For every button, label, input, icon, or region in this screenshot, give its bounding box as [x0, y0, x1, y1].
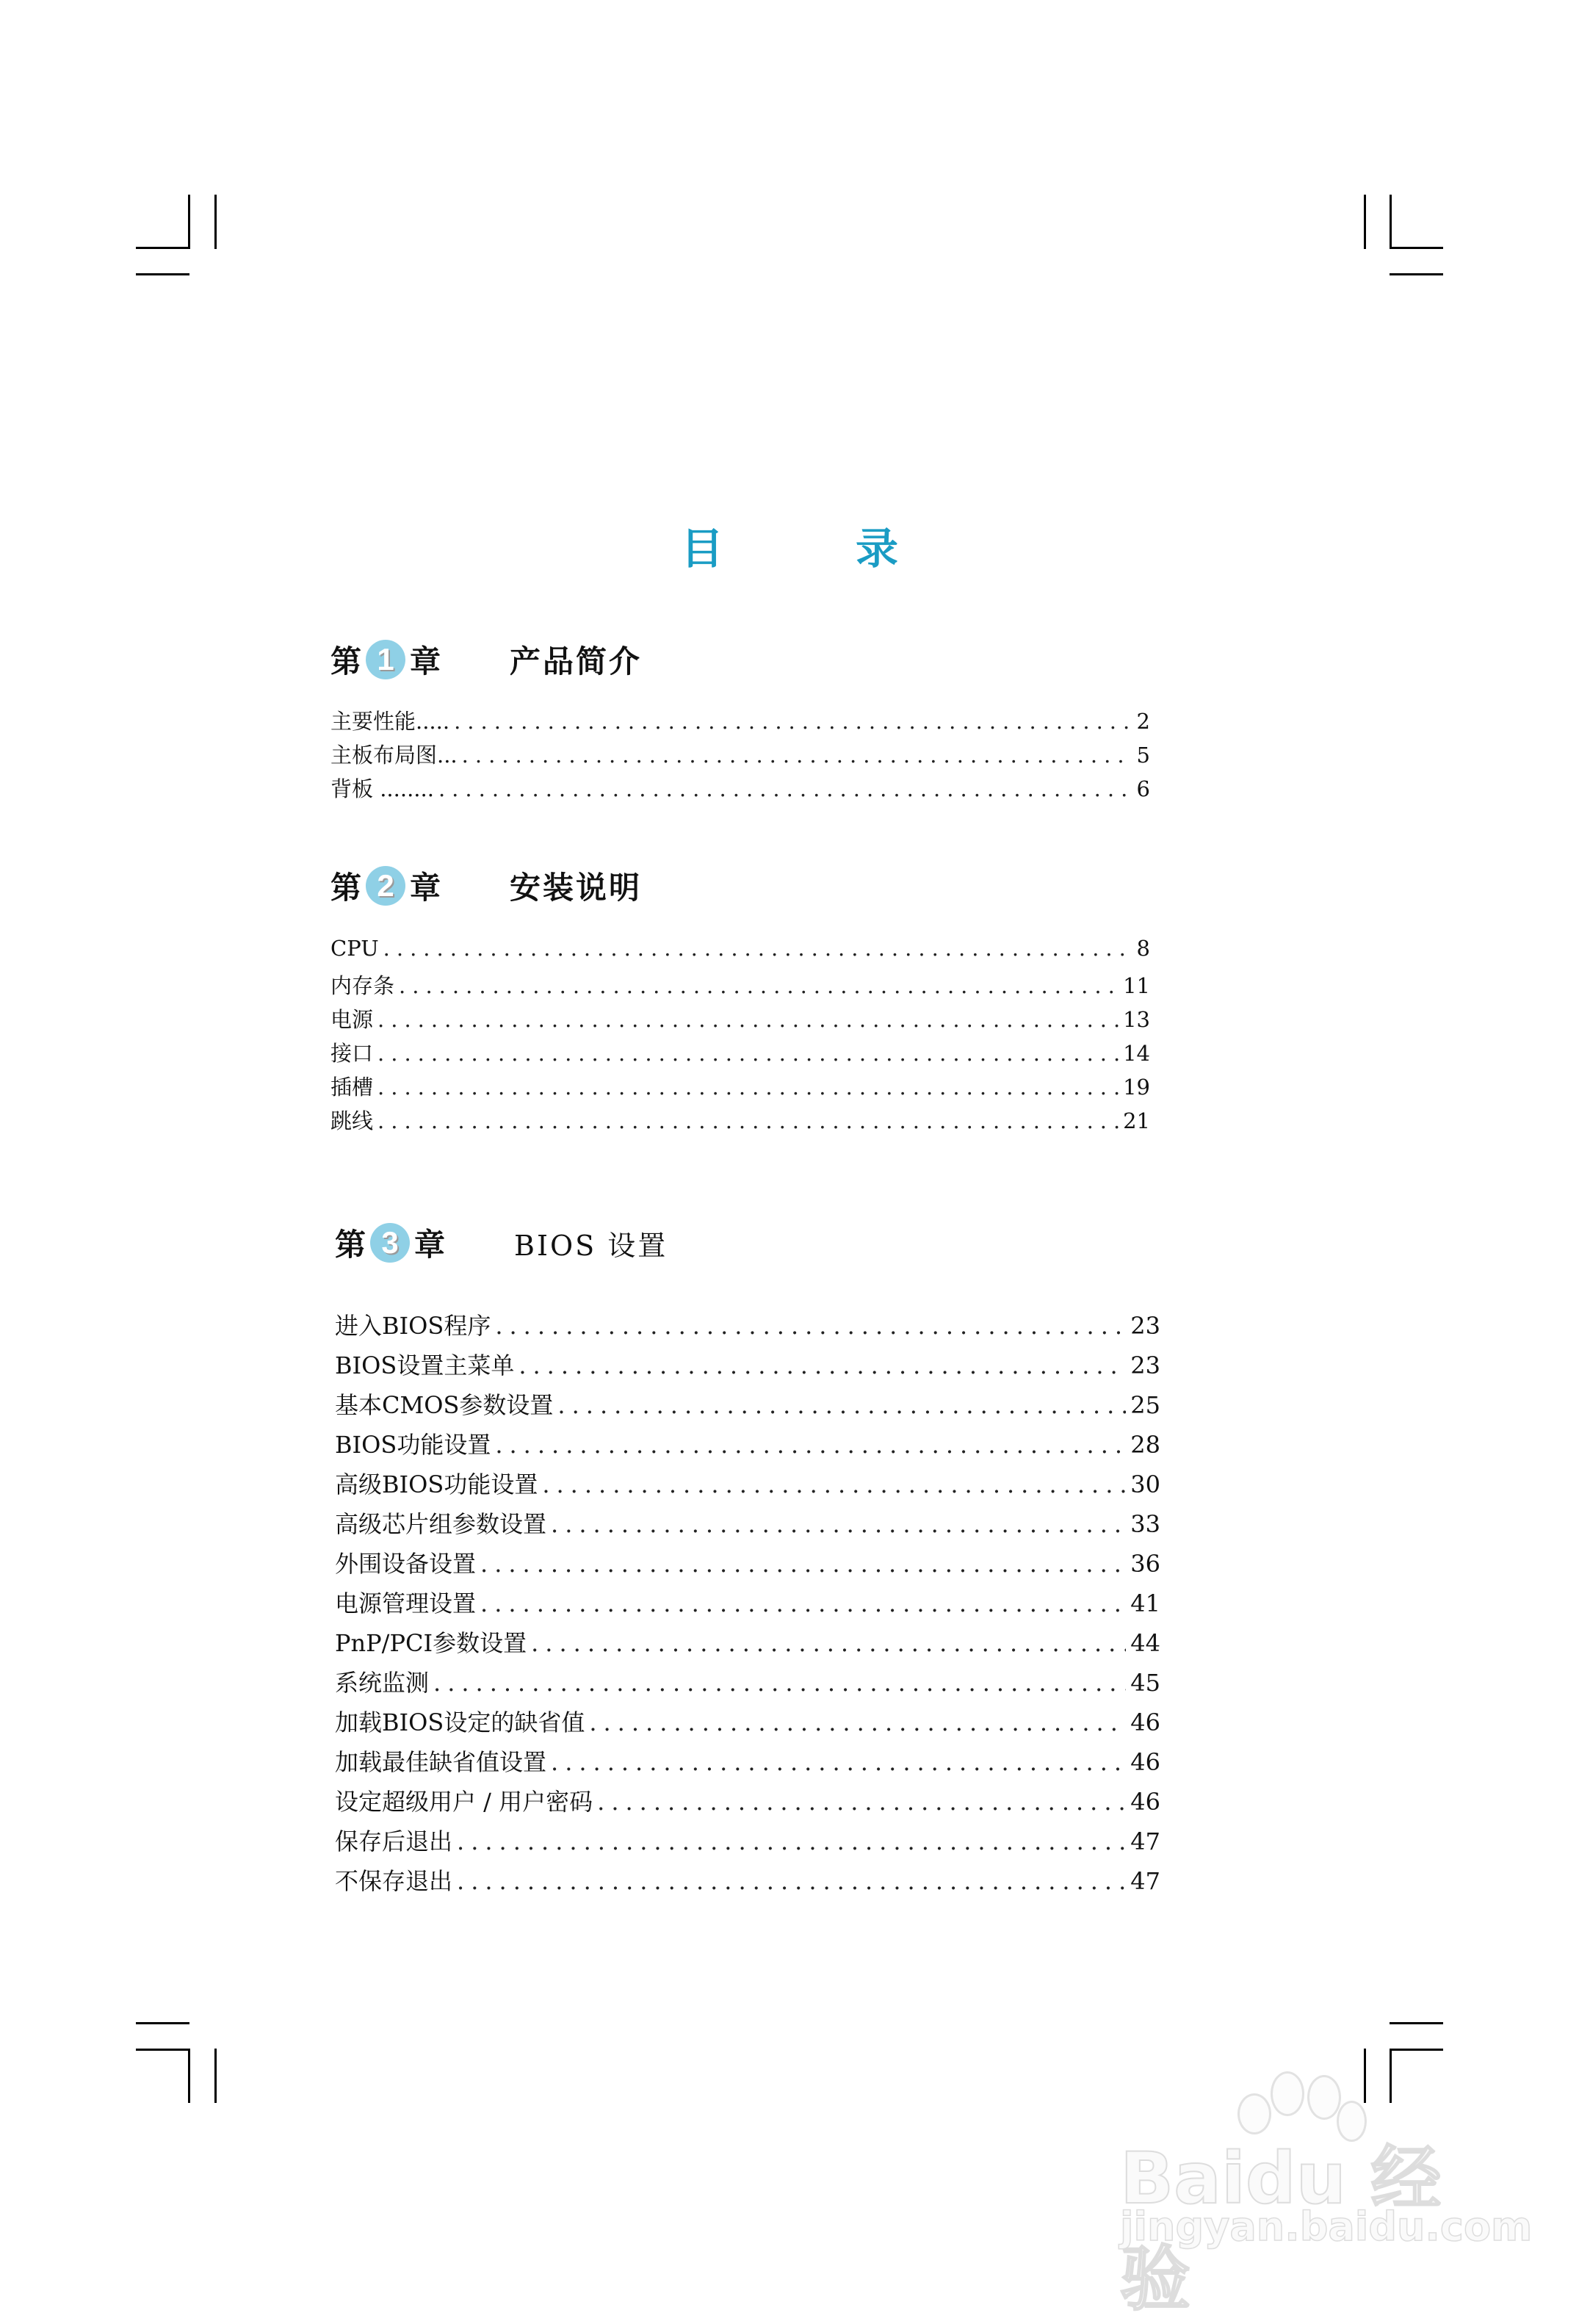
- crop-mark-tr-h2: [1390, 273, 1443, 275]
- toc-entry[interactable]: [335, 1625, 1160, 1659]
- toc-entry[interactable]: [330, 1037, 1150, 1067]
- crop-mark-bl-v1: [188, 2049, 190, 2103]
- chapter-2-heading: [330, 864, 642, 908]
- toc-entry-label: 加载BIOS设定的缺省值: [335, 1708, 585, 1736]
- crop-mark-tr-v1: [1364, 195, 1366, 249]
- toc-entry-label: 主板布局图...: [330, 743, 458, 768]
- toc-entry-page: 13: [1123, 1007, 1150, 1032]
- toc-entry-label: 高级芯片组参数设置: [335, 1510, 547, 1538]
- toc-entry-page: 30: [1130, 1470, 1160, 1498]
- leader-dots: [551, 1510, 1126, 1538]
- toc-entry-label: 主要性能.....: [330, 709, 450, 734]
- toc-entry-label: 电源管理设置: [335, 1589, 477, 1617]
- toc-entry-page: 41: [1130, 1589, 1160, 1617]
- toc-entry-page: 33: [1130, 1510, 1160, 1538]
- leader-dots: [377, 1108, 1119, 1133]
- toc-entry-label: 基本CMOS参数设置: [335, 1391, 554, 1419]
- title-char-1: 目: [680, 524, 723, 574]
- toc-entry-page: 14: [1123, 1041, 1150, 1066]
- toc-entry-page: 47: [1130, 1827, 1160, 1855]
- crop-mark-bl-h2: [136, 2049, 189, 2051]
- leader-dots: [433, 1669, 1126, 1697]
- toc-entry[interactable]: [330, 739, 1150, 769]
- toc-entry-page: 19: [1123, 1075, 1150, 1100]
- crop-mark-tl-v1: [188, 195, 190, 249]
- crop-mark-tr-v2: [1390, 195, 1392, 249]
- leader-dots: [462, 743, 1132, 768]
- leader-dots: [457, 1867, 1126, 1895]
- toc-entry[interactable]: [330, 705, 1150, 735]
- leader-dots: [597, 1788, 1126, 1816]
- watermark-brand: Baidu 经验: [1120, 2137, 1442, 2320]
- leader-dots: [438, 776, 1132, 801]
- toc-entry-page: 23: [1130, 1312, 1160, 1340]
- crop-mark-bl-v2: [214, 2049, 217, 2103]
- leader-dots: [518, 1352, 1126, 1379]
- leader-dots: [377, 1041, 1119, 1066]
- title-char-2: 录: [856, 524, 899, 574]
- toc-entry[interactable]: [335, 1823, 1160, 1857]
- leader-dots: [589, 1708, 1126, 1736]
- toc-entry[interactable]: [335, 1307, 1160, 1341]
- toc-entry-page: 28: [1130, 1431, 1160, 1459]
- toc-entry[interactable]: [335, 1545, 1160, 1579]
- toc-entry-page: 25: [1130, 1391, 1160, 1419]
- crop-mark-bl-h1: [136, 2022, 189, 2024]
- toc-entry-page: 6: [1136, 776, 1150, 801]
- leader-dots: [399, 973, 1119, 998]
- toc-entry-label: 加载最佳缺省值设置: [335, 1748, 547, 1776]
- crop-mark-br-h2: [1390, 2049, 1443, 2051]
- leader-dots: [480, 1589, 1126, 1617]
- chapter-prefix: 第: [330, 870, 362, 906]
- toc-entry[interactable]: [330, 936, 1150, 961]
- toc-entry-page: 2: [1136, 709, 1150, 734]
- toc-entry-page: 8: [1136, 936, 1150, 961]
- chapter-number-badge: 1: [366, 640, 405, 679]
- toc-entry-label: 保存后退出: [335, 1827, 453, 1855]
- toc-entry-label: BIOS功能设置: [335, 1431, 491, 1459]
- toc-entry-page: 46: [1130, 1748, 1160, 1776]
- toc-entry-label: 插槽: [330, 1075, 374, 1100]
- toc-entry[interactable]: [335, 1783, 1160, 1817]
- chapter-number-badge: 3: [370, 1223, 410, 1263]
- leader-dots: [377, 1007, 1119, 1032]
- leader-dots: [480, 1550, 1126, 1578]
- toc-entry[interactable]: [330, 1071, 1150, 1101]
- chapter-1-heading: [330, 638, 642, 682]
- toc-entry-page: 44: [1130, 1629, 1160, 1657]
- leader-dots: [531, 1629, 1126, 1657]
- chapter-prefix: 第: [335, 1227, 366, 1263]
- toc-entry[interactable]: [330, 970, 1150, 1000]
- toc-entry-label: 背板 ........: [330, 776, 434, 801]
- toc-entry-label: 设定超级用户 / 用户密码: [335, 1788, 593, 1816]
- toc-entry-page: 46: [1130, 1708, 1160, 1736]
- toc-entry-label: 系统监测: [335, 1669, 430, 1697]
- crop-mark-tl-h1: [136, 247, 189, 249]
- toc-entry-label: 内存条: [330, 973, 395, 998]
- crop-mark-tl-v2: [214, 195, 217, 249]
- leader-dots: [551, 1748, 1126, 1776]
- paw-toe-icon: [1271, 2071, 1304, 2116]
- toc-entry[interactable]: [335, 1664, 1160, 1698]
- chapter-title: BIOS 设置: [514, 1229, 668, 1262]
- toc-entry-page: 5: [1136, 743, 1150, 768]
- toc-entry-label: 不保存退出: [335, 1867, 453, 1895]
- toc-entry-label: 进入BIOS程序: [335, 1312, 491, 1340]
- toc-entry[interactable]: [335, 1744, 1160, 1778]
- leader-dots: [557, 1391, 1126, 1419]
- toc-entry-label: 外围设备设置: [335, 1550, 477, 1578]
- toc-entry[interactable]: [330, 1105, 1150, 1135]
- crop-mark-tr-h1: [1390, 247, 1443, 249]
- chapter-number-badge: 2: [366, 866, 405, 906]
- crop-mark-br-h1: [1390, 2022, 1443, 2024]
- chapter-suffix: 章: [410, 643, 441, 679]
- toc-entry-page: 45: [1130, 1669, 1160, 1697]
- chapter-title: 安装说明: [510, 870, 643, 906]
- toc-entry[interactable]: [335, 1426, 1160, 1460]
- leader-dots: [495, 1312, 1126, 1340]
- toc-entry-label: CPU: [330, 936, 379, 961]
- toc-entry-page: 36: [1130, 1550, 1160, 1578]
- toc-entry-page: 46: [1130, 1788, 1160, 1816]
- toc-entry-page: 11: [1123, 973, 1150, 998]
- baidu-jingyan-watermark: [1120, 2064, 1533, 2320]
- chapter-suffix: 章: [414, 1227, 446, 1263]
- chapter-prefix: 第: [330, 643, 362, 679]
- chapter-3-heading: [335, 1221, 668, 1265]
- toc-entry[interactable]: [335, 1704, 1160, 1738]
- toc-entry-page: 23: [1130, 1352, 1160, 1379]
- toc-entry[interactable]: [335, 1347, 1160, 1381]
- watermark-url: jingyan.baidu.com: [1120, 2204, 1533, 2250]
- leader-dots: [542, 1470, 1126, 1498]
- leader-dots: [454, 709, 1132, 734]
- crop-mark-tl-h2: [136, 273, 189, 275]
- toc-entry[interactable]: [335, 1506, 1160, 1540]
- toc-entry[interactable]: [330, 1003, 1150, 1033]
- toc-entry-label: BIOS设置主菜单: [335, 1352, 515, 1379]
- toc-entry[interactable]: [335, 1863, 1160, 1897]
- page-title: [0, 514, 1579, 576]
- toc-entry-label: PnP/PCI参数设置: [335, 1629, 527, 1657]
- paw-toe-icon: [1307, 2075, 1341, 2120]
- toc-entry-label: 高级BIOS功能设置: [335, 1470, 538, 1498]
- toc-entry-label: 电源: [330, 1007, 374, 1032]
- toc-entry[interactable]: [330, 773, 1150, 803]
- toc-entry-label: 跳线: [330, 1108, 374, 1133]
- toc-entry-label: 接口: [330, 1041, 374, 1066]
- toc-entry-page: 21: [1123, 1108, 1150, 1133]
- leader-dots: [457, 1827, 1126, 1855]
- chapter-suffix: 章: [410, 870, 441, 906]
- toc-entry-page: 47: [1130, 1867, 1160, 1895]
- leader-dots: [383, 936, 1132, 961]
- chapter-title: 产品简介: [510, 643, 643, 679]
- toc-entry[interactable]: [335, 1387, 1160, 1421]
- leader-dots: [495, 1431, 1126, 1459]
- toc-entry[interactable]: [335, 1466, 1160, 1500]
- toc-entry[interactable]: [335, 1585, 1160, 1619]
- leader-dots: [377, 1075, 1119, 1100]
